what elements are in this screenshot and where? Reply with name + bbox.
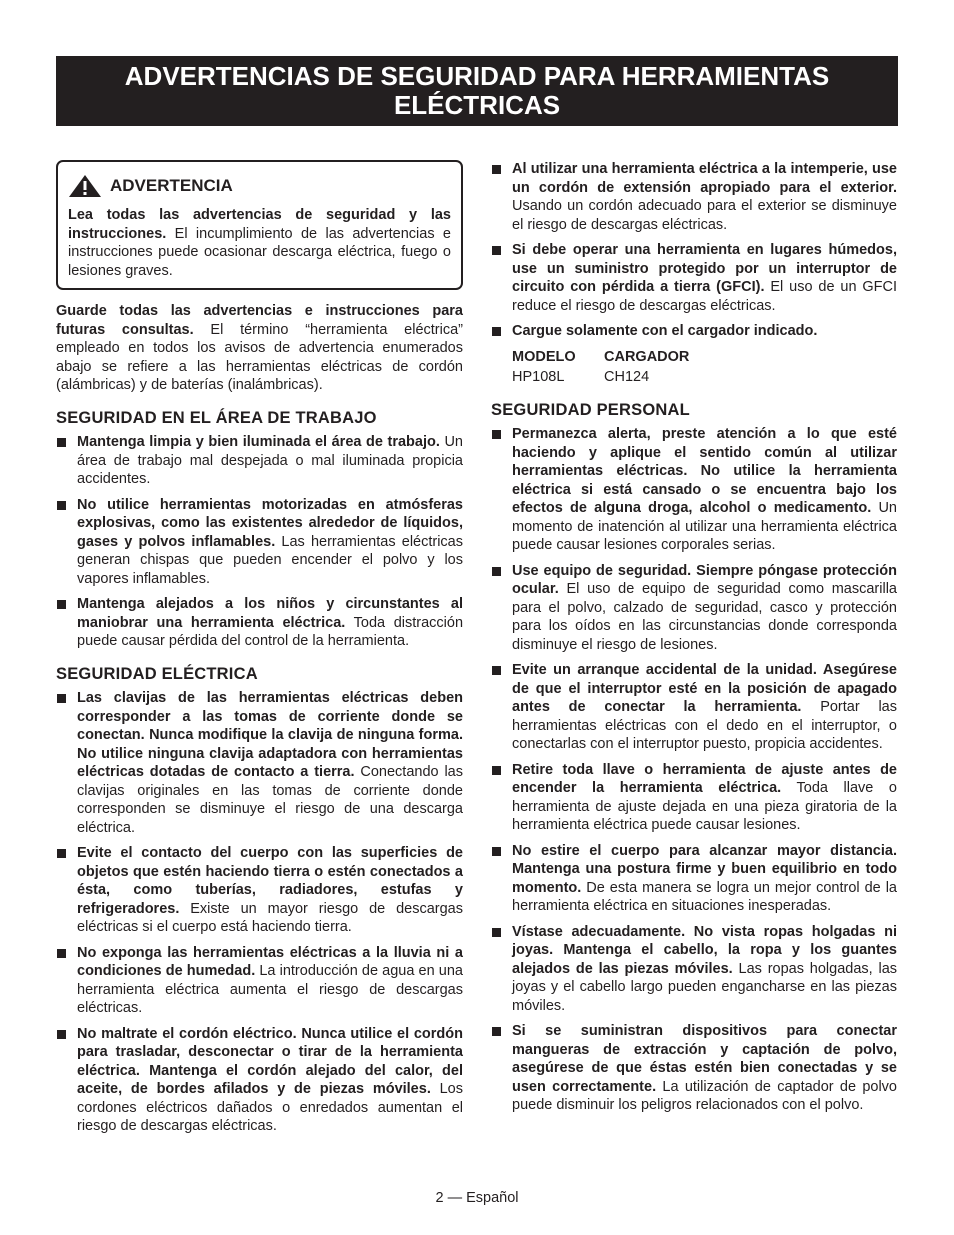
bullet-square-icon xyxy=(57,600,66,609)
page-title-banner xyxy=(56,56,898,126)
warning-box xyxy=(56,160,463,290)
list-item: No maltrate el cordón eléctrico. Nunca utilice el cordón para trasladar, desconectar o tirar de la herramienta eléctrica. Mantenga el cordón alejado del calor, del aceite, de bordes afilados y de piezas móviles. Los cordones eléctricos dañados o enredados aumentan el riesgo de descargas eléctricas. xyxy=(56,1025,463,1136)
bullet-square-icon xyxy=(492,847,501,856)
personal-list xyxy=(491,425,897,1115)
left-column xyxy=(56,160,463,1143)
bullet-square-icon xyxy=(492,246,501,255)
bullet-square-icon xyxy=(57,501,66,510)
bullet-square-icon xyxy=(492,666,501,675)
model-charger-table xyxy=(512,348,897,387)
bullet-square-icon xyxy=(57,1030,66,1039)
right-column xyxy=(491,160,897,1122)
intro-paragraph: Guarde todas las advertencias e instrucciones para futuras consultas. El término “herramienta eléctrica” empleado en todos los avisos de advertencia enumerados abajo se refiere a las herramientas eléctricas de cordón (alámbricas) y de baterías (inalámbricas). xyxy=(56,303,463,393)
list-item: Evite un arranque accidental de la unidad. Asegúrese de que el interruptor esté en la posición de apagado antes de conectar la herramienta. Portar las herramientas eléctricas con el dedo en el interruptor, o conectarlas con el interruptor puesto, propicia accidentes. xyxy=(491,661,897,754)
warning-triangle-icon xyxy=(68,174,102,198)
electrical-list-continued xyxy=(491,160,897,341)
charger-header: CARGADOR xyxy=(604,348,690,365)
bullet-square-icon xyxy=(492,1027,501,1036)
electrical-list xyxy=(56,689,463,1136)
bullet-square-icon xyxy=(492,928,501,937)
list-item: No estire el cuerpo para alcanzar mayor distancia. Mantenga una postura firme y buen equilibrio en todo momento. De esta manera se logra un mejor control de la herramienta eléctrica en situaciones inesperadas. xyxy=(491,842,897,916)
warning-text: Lea todas las advertencias de seguridad y las instrucciones. El incumplimiento de las advertencias e instrucciones puede ocasionar descarga eléctrica, fuego o lesiones graves. xyxy=(68,207,451,279)
list-item: Las clavijas de las herramientas eléctricas deben corresponder a las tomas de corriente donde se conectan. Nunca modifique la clavija de ninguna forma. No utilice ninguna clavija adaptadora con herramientas eléctricas dotadas de contacto a tierra. Conectando las clavijas originales en las tomas de corriente donde corresponden se disminuye el riesgo de una descarga eléctrica. xyxy=(56,689,463,837)
model-value: HP108L xyxy=(512,369,565,385)
page-title-line2: ELÉCTRICAS xyxy=(393,90,561,120)
list-item: Permanezca alerta, preste atención a lo que esté haciendo y aplique el sentido común al utilizar herramientas eléctricas. No utilice la herramienta eléctrica si está cansado o se encuentra bajo los efectos de alguna droga, alcohol o medicamento. Un momento de inatención al utilizar una herramienta eléctrica puede causar lesiones corporales serias. xyxy=(491,425,897,555)
bullet-square-icon xyxy=(57,438,66,447)
list-item: No utilice herramientas motorizadas en atmósferas explosivas, como las existentes alrededor de líquidos, gases y polvos inflamables. Las herramientas eléctricas generan chispas que pueden encender el polvo y los vapores inflamables. xyxy=(56,496,463,589)
bullet-square-icon xyxy=(57,849,66,858)
electrical-heading: SEGURIDAD ELÉCTRICA xyxy=(56,664,258,683)
page-title-line1: ADVERTENCIAS DE SEGURIDAD PARA HERRAMIENTAS xyxy=(124,61,830,91)
list-item: Retire toda llave o herramienta de ajuste antes de encender la herramienta eléctrica. Toda llave o herramienta de ajuste dejada en una pieza giratoria de la herramienta eléctrica puede causar lesiones. xyxy=(491,761,897,835)
list-item: Vístase adecuadamente. No vista ropas holgadas ni joyas. Mantenga el cabello, la ropa y los guantes alejados de las piezas móviles. Las ropas holgadas, las joyas y el cabello largo pueden engancharse en las piezas móviles. xyxy=(491,923,897,1016)
list-item: Evite el contacto del cuerpo con las superficies de objetos que estén haciendo tierra o estén conectados a ésta, como tuberías, radiadores, estufas y refrigeradores. Existe un mayor riesgo de descargas eléctricas si el cuerpo está haciendo tierra. xyxy=(56,844,463,937)
work-area-heading: SEGURIDAD EN EL ÁREA DE TRABAJO xyxy=(56,408,377,427)
work-area-list xyxy=(56,433,463,651)
bullet-square-icon xyxy=(57,949,66,958)
list-item: Cargue solamente con el cargador indicado. xyxy=(491,322,897,341)
list-item: Use equipo de seguridad. Siempre póngase protección ocular. El uso de equipo de seguridad como mascarilla para el polvo, calzado de seguridad, casco y protección para los oídos en las circunstancias donde corresponda disminuye el riesgo de lesiones. xyxy=(491,562,897,655)
bullet-square-icon xyxy=(492,327,501,336)
bullet-square-icon xyxy=(492,165,501,174)
personal-heading: SEGURIDAD PERSONAL xyxy=(491,400,690,419)
bullet-square-icon xyxy=(492,430,501,439)
bullet-square-icon xyxy=(57,694,66,703)
charger-value: CH124 xyxy=(604,369,650,385)
page-footer: 2 — Español xyxy=(435,1190,519,1206)
list-item: Mantenga limpia y bien iluminada el área de trabajo. Un área de trabajo mal despejada o mal iluminada propicia accidentes. xyxy=(56,433,463,489)
model-header: MODELO xyxy=(512,348,576,365)
list-item: Mantenga alejados a los niños y circunstantes al maniobrar una herramienta eléctrica. Toda distracción puede causar pérdida del control de la herramienta. xyxy=(56,595,463,651)
list-item: No exponga las herramientas eléctricas a la lluvia ni a condiciones de humedad. La introducción de agua en una herramienta eléctrica aumenta el riesgo de descargas eléctricas. xyxy=(56,944,463,1018)
list-item: Si se suministran dispositivos para conectar mangueras de extracción y captación de polvo, asegúrese de que éstas estén bien conectadas y se usen correctamente. La utilización de captador de polvo puede disminuir los peligros relacionados con el polvo. xyxy=(491,1022,897,1115)
warning-title: ADVERTENCIA xyxy=(110,175,233,195)
bullet-square-icon xyxy=(492,567,501,576)
list-item: Al utilizar una herramienta eléctrica a la intemperie, use un cordón de extensión apropiado para el exterior. Usando un cordón adecuado para el exterior se disminuye el riesgo de descargas eléctricas. xyxy=(491,160,897,234)
bullet-square-icon xyxy=(492,766,501,775)
list-item: Si debe operar una herramienta en lugares húmedos, use un suministro protegido por un interruptor de circuito con pérdida a tierra (GFCI). El uso de un GFCI reduce el riesgo de descargas eléctricas. xyxy=(491,241,897,315)
